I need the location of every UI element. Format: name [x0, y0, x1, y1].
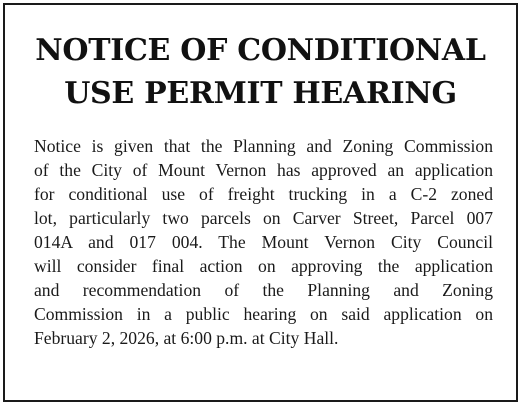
- notice-title-line-2: USE PERMIT HEARING: [64, 76, 457, 111]
- notice-body-line-6: will consider final action on approving the application: [34, 256, 493, 276]
- notice-body-line-1: Notice is given that the Planning and Zoning Commission: [34, 136, 493, 156]
- notice-body-line-3: for conditional use of freight trucking in a C-2 zoned: [34, 184, 493, 204]
- notice-body-line-8: Commission in a public hearing on said application on: [34, 304, 493, 324]
- notice-body-line-9: February 2, 2026, at 6:00 p.m. at City Hall.: [34, 328, 339, 348]
- notice-box: [3, 3, 518, 402]
- notice-title: [5, 29, 516, 115]
- notice-body: [34, 134, 493, 350]
- notice-body-line-2: of the City of Mount Vernon has approved an application: [34, 160, 493, 180]
- notice-body-line-4: lot, particularly two parcels on Carver Street, Parcel 007: [34, 208, 493, 228]
- notice-title-line-1: NOTICE OF CONDITIONAL: [35, 33, 486, 68]
- notice-body-line-5: 014A and 017 004. The Mount Vernon City Council: [34, 232, 493, 252]
- notice-body-line-7: and recommendation of the Planning and Zoning: [34, 280, 493, 300]
